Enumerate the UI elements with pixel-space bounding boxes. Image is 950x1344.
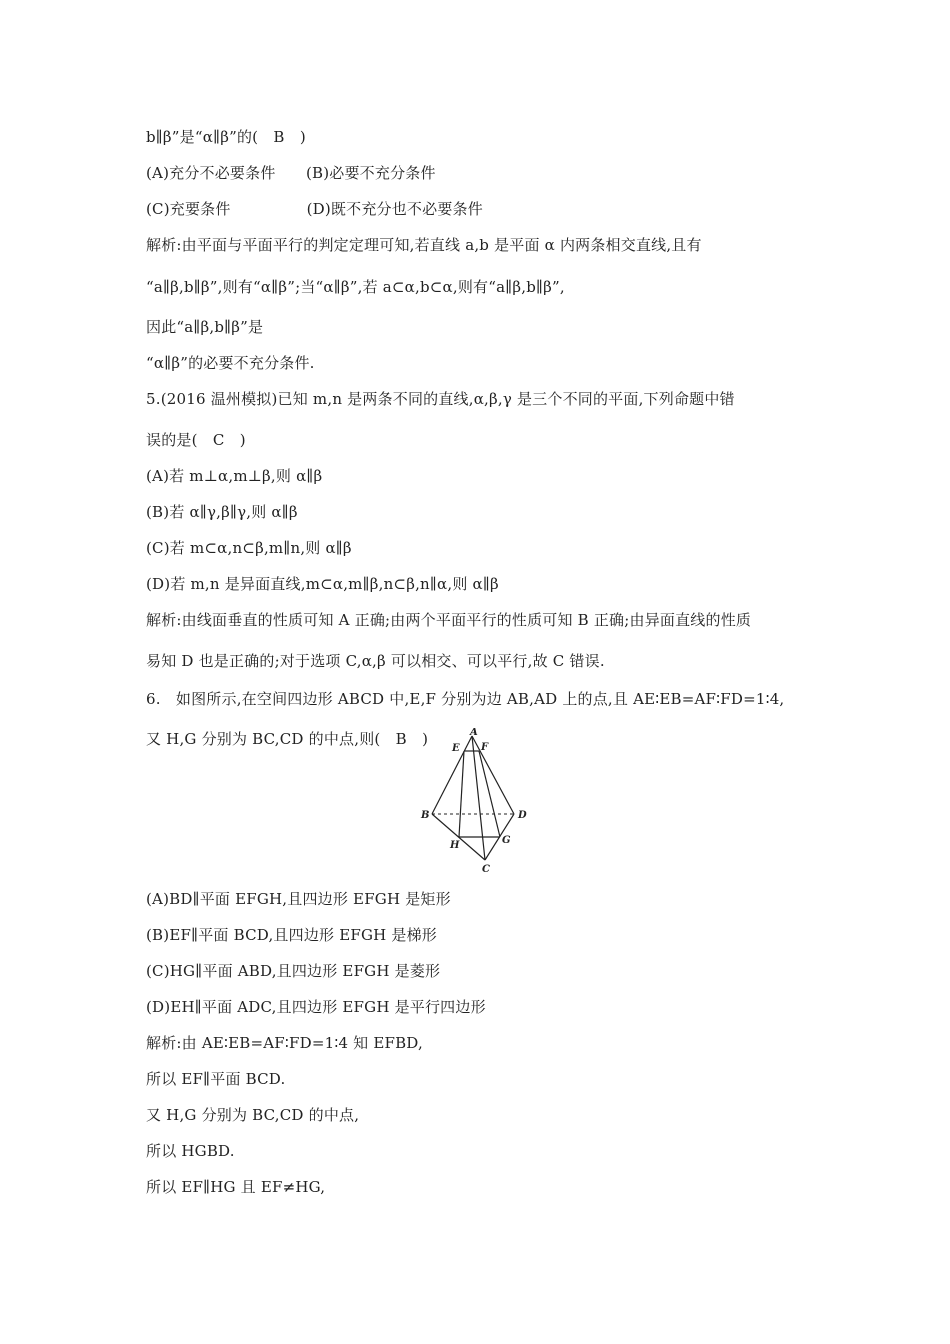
text-line: (C)充要条件 (D)既不充分也不必要条件	[146, 200, 483, 218]
edge-fg	[479, 751, 500, 837]
option-b: (B)若 α∥γ,β∥γ,则 α∥β	[146, 503, 298, 521]
question-6-line: 6. 如图所示,在空间四边形 ABCD 中,E,F 分别为边 AB,AD 上的点,且 AE∶EB=AF∶FD=1∶4,	[146, 690, 785, 708]
edge-ac	[472, 736, 485, 860]
label-c: C	[482, 864, 490, 875]
label-f: F	[481, 742, 489, 753]
edge-eh	[459, 751, 464, 837]
question-5-line: 5.(2016 温州模拟)已知 m,n 是两条不同的直线,α,β,γ 是三个不同的平面,下列命题中错	[146, 390, 735, 408]
text-line: “α∥β”的必要不充分条件.	[146, 354, 315, 372]
edge-ad	[472, 736, 514, 814]
text-line: 又 H,G 分别为 BC,CD 的中点,	[146, 1106, 360, 1124]
option-a: (A)BD∥平面 EFGH,且四边形 EFGH 是矩形	[146, 890, 451, 908]
option-d: (D)EH∥平面 ADC,且四边形 EFGH 是平行四边形	[146, 998, 486, 1016]
text-line: 解析:由 AE∶EB=AF∶FD=1∶4 知 EFBD,	[146, 1034, 423, 1052]
option-c: (C)若 m⊂α,n⊂β,m∥n,则 α∥β	[146, 539, 352, 557]
text-line: 所以 HGBD.	[146, 1142, 235, 1160]
text-line: b∥β”是“α∥β”的( B )	[146, 128, 306, 146]
tetrahedron-figure	[418, 728, 532, 876]
label-d: D	[518, 810, 527, 821]
label-h: H	[450, 840, 460, 851]
text-line: 所以 EF∥平面 BCD.	[146, 1070, 286, 1088]
text-line: 解析:由线面垂直的性质可知 A 正确;由两个平面平行的性质可知 B 正确;由异面直线的性质	[146, 611, 752, 629]
text-line: (A)充分不必要条件 (B)必要不充分条件	[146, 164, 436, 182]
text-line: 解析:由平面与平面平行的判定定理可知,若直线 a,b 是平面 α 内两条相交直线,且有	[146, 236, 702, 254]
label-e: E	[452, 743, 460, 754]
text-line: 误的是( C )	[146, 431, 246, 449]
option-b: (B)EF∥平面 BCD,且四边形 EFGH 是梯形	[146, 926, 437, 944]
text-line: 所以 EF∥HG 且 EF≠HG,	[146, 1178, 326, 1196]
label-g: G	[502, 835, 511, 846]
text-line: 因此“a∥β,b∥β”是	[146, 318, 264, 336]
text-line: “a∥β,b∥β”,则有“α∥β”;当“α∥β”,若 a⊂α,b⊂α,则有“a∥β,b∥β”,	[146, 278, 565, 296]
label-b: B	[421, 810, 430, 821]
text-line: 易知 D 也是正确的;对于选项 C,α,β 可以相交、可以平行,故 C 错误.	[146, 652, 605, 670]
option-d: (D)若 m,n 是异面直线,m⊂α,m∥β,n⊂β,n∥α,则 α∥β	[146, 575, 499, 593]
option-c: (C)HG∥平面 ABD,且四边形 EFGH 是菱形	[146, 962, 441, 980]
label-a: A	[470, 728, 478, 738]
option-a: (A)若 m⊥α,m⊥β,则 α∥β	[146, 467, 323, 485]
text-line: 又 H,G 分别为 BC,CD 的中点,则( B )	[146, 730, 429, 748]
